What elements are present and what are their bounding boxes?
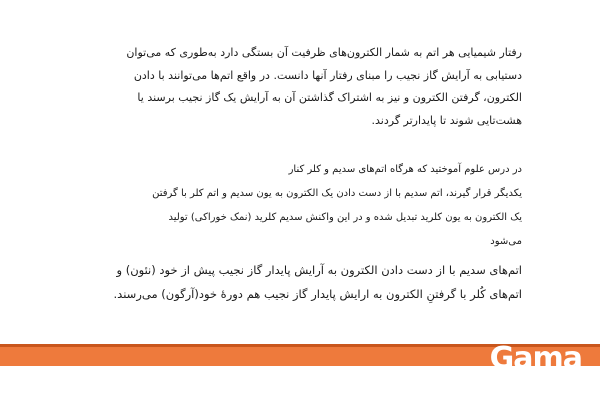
paragraph-chemical-behavior [126, 42, 522, 132]
text-line: یکدیگر قرار گیرند، اتم سدیم با از دست دادن یک الکترون به یون سدیم و اتم کلر با گرفتن [152, 188, 522, 199]
text-line: یک الکترون به یون کلرید تبدیل شده و در این واکنش سدیم کلرید (نمک خوراکی) تولید [168, 212, 522, 223]
text-line: در درس علوم آموختید که هرگاه اتم‌های سدیم و کلر کنار [288, 164, 522, 175]
gama-logo: Gama [489, 341, 582, 376]
paragraph-noble-gas-configuration [114, 258, 522, 306]
text-line: اتم‌های سدیم با از دست دادن الکترون به آرایش پایدار گاز نجیب پیش از خود (نئون) و [116, 263, 522, 277]
text-line: رفتار شیمیایی هر اتم به شمار الکترون‌های ظرفیت آن بستگی دارد به‌طوری که می‌توان [126, 46, 522, 59]
text-line: هشت‌تایی شوند تا پایدارتر گردند. [371, 113, 522, 127]
text-line: می‌شود [490, 236, 522, 247]
text-line: دستیابی به آرایش گاز نجیب را مبنای رفتار آنها دانست. در واقع اتم‌ها می‌توانند با دادن [133, 68, 522, 82]
text-line: اتم‌های کُلر با گرفتنِ الکترون به ارایش پایدار گاز نجیب هم دورهٔ خود(آرگون) می‌رسند. [113, 287, 522, 301]
text-line: الکترون، گرفتن الکترون و نیز به اشتراک گذاشتن آن به آرایش یک گاز نجیب برسند یا [137, 91, 522, 104]
paragraph-sodium-chloride [152, 158, 522, 254]
